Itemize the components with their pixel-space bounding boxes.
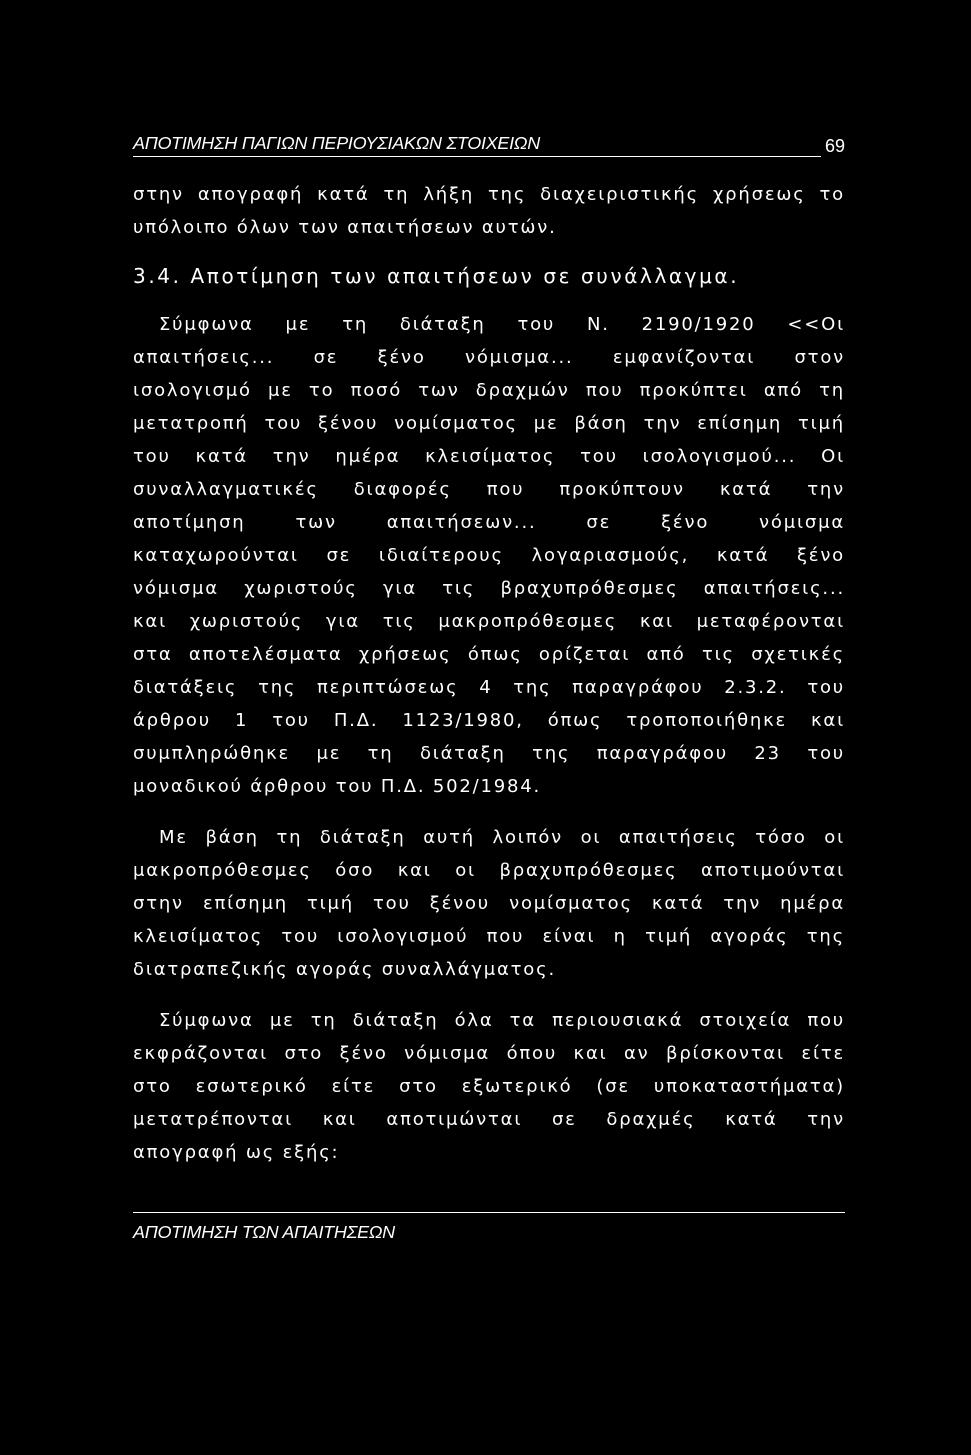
section-heading: 3.4. Αποτίμηση των απαιτήσεων σε συνάλλαγμα.	[133, 264, 740, 288]
text-line: στο εσωτερικό είτε στο εξωτερικό (σε υποκαταστήματα)	[133, 1076, 845, 1097]
text-line: συμπληρώθηκε με τη διάταξη της παραγράφου 23 του	[133, 743, 845, 764]
text-line: στην απογραφή κατά τη λήξη της διαχειριστικής χρήσεως το	[133, 184, 845, 205]
text-line: εκφράζονται στο ξένο νόμισμα όπου και αν βρίσκονται είτε	[133, 1043, 845, 1064]
header-rule	[133, 156, 821, 157]
text-line: υπόλοιπο όλων των απαιτήσεων αυτών.	[133, 217, 557, 238]
text-line: του κατά την ημέρα κλεισίματος του ισολογισμού... Οι	[133, 446, 845, 467]
paragraph-gap	[133, 803, 845, 821]
running-header	[133, 130, 845, 160]
text-line: απογραφή ως εξής:	[133, 1142, 340, 1163]
text-line: μετατροπή του ξένου νομίσματος με βάση την επίσημη τιμή	[133, 413, 845, 434]
intro-text	[133, 178, 845, 244]
text-line: συναλλαγματικές διαφορές που προκύπτουν κατά την	[133, 479, 845, 500]
text-line: απαιτήσεις... σε ξένο νόμισμα... εμφανίζονται στον	[133, 347, 845, 368]
paragraph-2	[133, 821, 845, 986]
text-line: διατάξεις της περιπτώσεως 4 της παραγράφου 2.3.2. του	[133, 677, 845, 698]
running-header-title: ΑΠΟΤΙΜΗΣΗ ΠΑΓΙΩΝ ΠΕΡΙΟΥΣΙΑΚΩΝ ΣΤΟΙΧΕΙΩΝ	[133, 133, 540, 153]
text-line: άρθρου 1 του Π.Δ. 1123/1980, όπως τροποποιήθηκε και	[133, 710, 845, 731]
text-line: νόμισμα χωριστούς για τις βραχυπρόθεσμες απαιτήσεις...	[133, 578, 845, 599]
text-line: μακροπρόθεσμες όσο και οι βραχυπρόθεσμες αποτιμούνται	[133, 860, 845, 881]
text-line: Σύμφωνα με τη διάταξη του Ν. 2190/1920 <<Οι	[159, 314, 845, 335]
text-line: Με βάση τη διάταξη αυτή λοιπόν οι απαιτήσεις τόσο οι	[159, 827, 845, 848]
paragraph-3	[133, 1004, 845, 1169]
page-body	[133, 178, 845, 1169]
text-line: ισολογισμό με το ποσό των δραχμών που προκύπτει από τη	[133, 380, 845, 401]
page-number: 69	[824, 136, 845, 156]
text-line: διατραπεζικής αγοράς συναλλάγματος.	[133, 959, 556, 980]
paragraph-gap	[133, 986, 845, 1004]
text-line: κλεισίματος του ισολογισμού που είναι η τιμή αγοράς της	[133, 926, 845, 947]
running-footer-title: ΑΠΟΤΙΜΗΣΗ ΤΩΝ ΑΠΑΙΤΗΣΕΩΝ	[133, 1222, 395, 1242]
text-line: καταχωρούνται σε ιδιαίτερους λογαριασμούς, κατά ξένο	[133, 545, 845, 566]
text-line: στα αποτελέσματα χρήσεως όπως ορίζεται από τις σχετικές	[133, 644, 845, 665]
footer-rule	[133, 1212, 845, 1213]
text-line: αποτίμηση των απαιτήσεων... σε ξένο νόμισμα	[133, 512, 845, 533]
text-line: και χωριστούς για τις μακροπρόθεσμες και μεταφέρονται	[133, 611, 845, 632]
text-line: μετατρέπονται και αποτιμώνται σε δραχμές κατά την	[133, 1109, 845, 1130]
text-line: μοναδικού άρθρου του Π.Δ. 502/1984.	[133, 776, 542, 797]
text-line: στην επίσημη τιμή του ξένου νομίσματος κατά την ημέρα	[133, 893, 845, 914]
text-line: Σύμφωνα με τη διάταξη όλα τα περιουσιακά στοιχεία που	[159, 1010, 845, 1031]
paragraph-1	[133, 308, 845, 803]
